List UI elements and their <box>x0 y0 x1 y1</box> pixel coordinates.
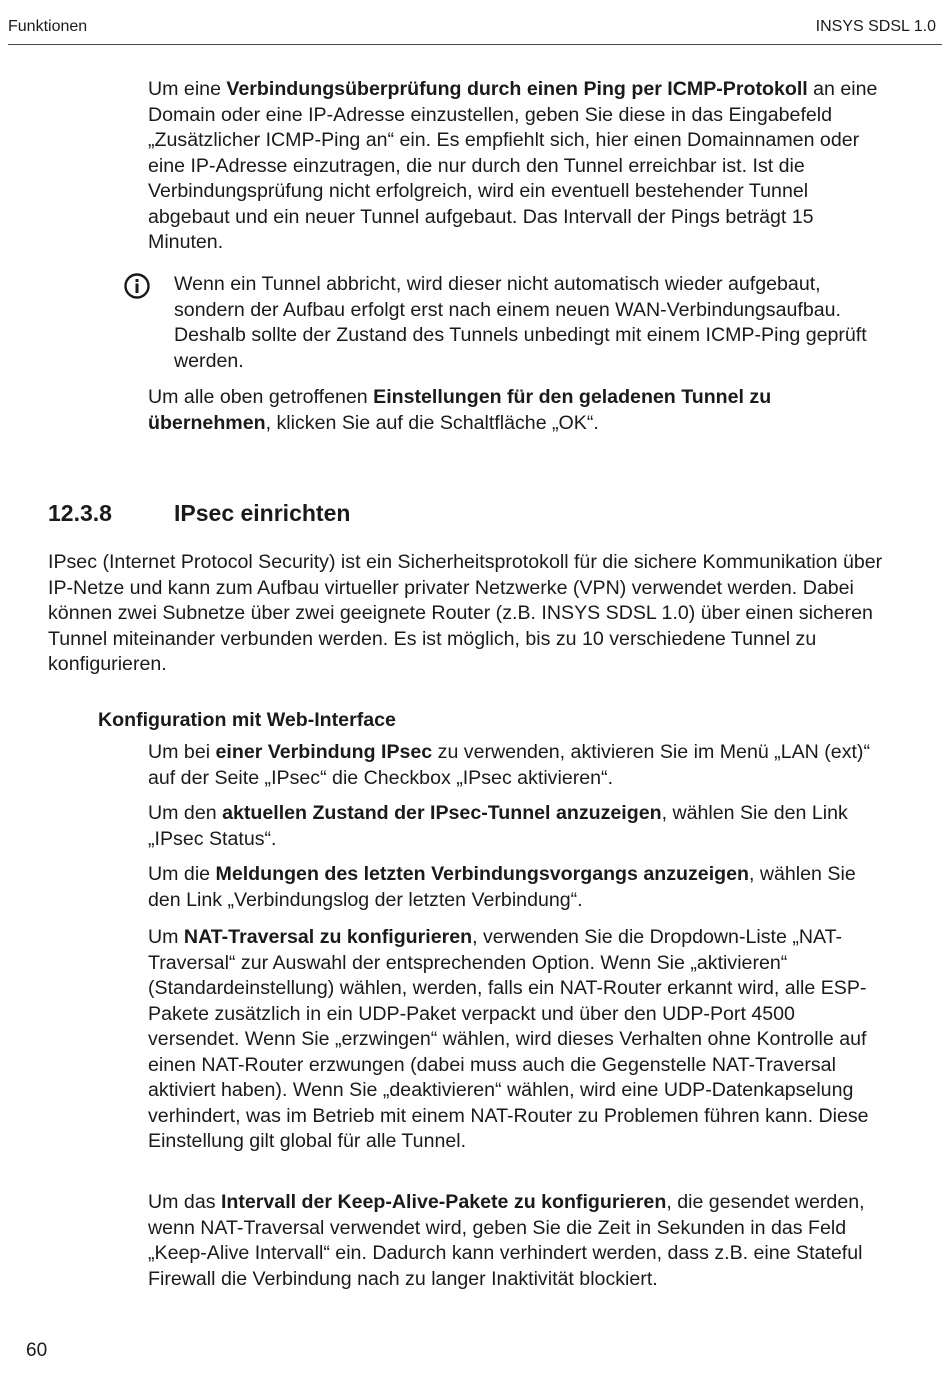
log-emphasis: Meldungen des letzten Verbindungsvorgangs anzuzeigen <box>215 863 749 885</box>
section-title: IPsec einrichten <box>174 500 351 526</box>
section-number: 12.3.8 <box>48 500 112 526</box>
nat-text-start: Um <box>148 926 184 948</box>
keepalive-emphasis: Intervall der Keep-Alive-Pakete zu konfigurieren <box>220 1191 667 1213</box>
nat-emphasis: NAT-Traversal zu konfigurieren <box>183 926 473 948</box>
subheading: Konfiguration mit Web-Interface <box>98 709 396 731</box>
info-icon <box>123 272 151 300</box>
ping-paragraph <box>148 77 888 256</box>
enable-text-end: zu verwenden, aktivieren Sie im Menü „LAN (ext)“ auf der Seite „IPsec“ die Checkbox „IPsec aktivieren“. <box>148 741 870 789</box>
status-text-start: Um den <box>148 802 223 824</box>
apply-text-end: , klicken Sie auf die Schaltfläche „OK“. <box>265 411 599 434</box>
ping-text-start: Um eine <box>148 78 227 100</box>
enable-emphasis: einer Verbindung IPsec <box>215 741 433 763</box>
nat-text-end: , verwenden Sie die Dropdown-Liste „NAT-Traversal“ zur Auswahl der entsprechenden Option. Wenn Sie „aktivieren“ (Standardeinstellung) wählen, werden, falls ein NAT-Router erkannt wird, alle ESP-Pakete zusätzlich in ein UDP-Paket verpackt und über den UDP-Port 4500 versendet. Wenn Sie „erzwingen“ wählen, wird dieses Verhalten ohne Kontrolle auf einen NAT-Router erzwungen (dabei muss auch die Gegenstelle NAT-Traversal aktiviert haben). Wenn Sie „deaktivieren“ wählen, wird eine UDP-Datenkapselung verhindert, was im Betrieb mit einem NAT-Router zu Problemen führen kann. Diese Einstellung gilt global für alle Tunnel. <box>148 926 869 1152</box>
ping-emphasis: Verbindungsüberprüfung durch einen Ping per ICMP-Protokoll <box>226 78 808 100</box>
note-text: Wenn ein Tunnel abbricht, wird dieser nicht automatisch wieder aufgebaut, sondern der Aufbau erfolgt erst nach einem neuen WAN-Verbindungsaufbau. Deshalb sollte der Zustand des Tunnels unbedingt mit einem ICMP-Ping geprüft werden. <box>174 273 867 372</box>
keepalive-text-start: Um das <box>148 1191 221 1213</box>
status-text-end: , wählen Sie den Link „IPsec Status“. <box>148 802 848 850</box>
apply-paragraph <box>148 385 888 436</box>
header-divider <box>8 44 942 45</box>
running-header-right: INSYS SDSL 1.0 <box>815 18 936 35</box>
apply-emphasis: Einstellungen für den geladenen Tunnel zu übernehmen <box>148 386 772 434</box>
ping-text-end: an eine Domain oder eine IP-Adresse einzustellen, geben Sie diese in das Eingabefeld „Zusätzlicher ICMP-Ping an“ ein. Es empfiehlt sich, hier einen Domainnamen oder eine IP-Adresse einzutragen, die nur durch den Tunnel erreichbar ist. Ist die Verbindungsprüfung nicht erfolgreich, wird ein eventuell bestehender Tunnel abgebaut und ein neuer Tunnel aufgebaut. Das Intervall der Pings beträgt 15 Minuten. <box>148 78 878 253</box>
keepalive-paragraph <box>148 1190 888 1292</box>
running-header-left: Funktionen <box>8 18 88 35</box>
keepalive-text-end: , die gesendet werden, wenn NAT-Traversal verwendet wird, geben Sie die Zeit in Sekunden in das Feld „Keep-Alive Intervall“ ein. Dadurch kann verhindert werden, dass z.B. eine Stateful Firewall die Verbindung nach zu langer Inaktivität blockiert. <box>148 1191 865 1290</box>
enable-text-start: Um bei <box>148 741 216 763</box>
log-text-end: , wählen Sie den Link „Verbindungslog der letzten Verbindung“. <box>148 863 856 911</box>
enable-paragraph <box>148 740 888 791</box>
log-text-start: Um die <box>148 863 216 885</box>
log-paragraph <box>148 862 888 913</box>
status-emphasis: aktuellen Zustand der IPsec-Tunnel anzuzeigen <box>222 802 662 824</box>
nat-paragraph <box>148 925 888 1155</box>
status-paragraph <box>148 801 888 852</box>
page-number: 60 <box>26 1340 48 1361</box>
ipsec-intro: IPsec (Internet Protocol Security) ist ein Sicherheitsprotokoll für die sichere Kommunikation über IP-Netze und kann zum Aufbau virtueller privater Netzwerke (VPN) verwendet werden. Dabei können zwei Subnetze über zwei geeignete Router (z.B. INSYS SDSL 1.0) über einen sicheren Tunnel miteinander verbunden werden. Es ist möglich, bis zu 10 verschiedene Tunnel zu konfigurieren. <box>48 551 883 675</box>
apply-text-start: Um alle oben getroffenen <box>148 386 374 408</box>
